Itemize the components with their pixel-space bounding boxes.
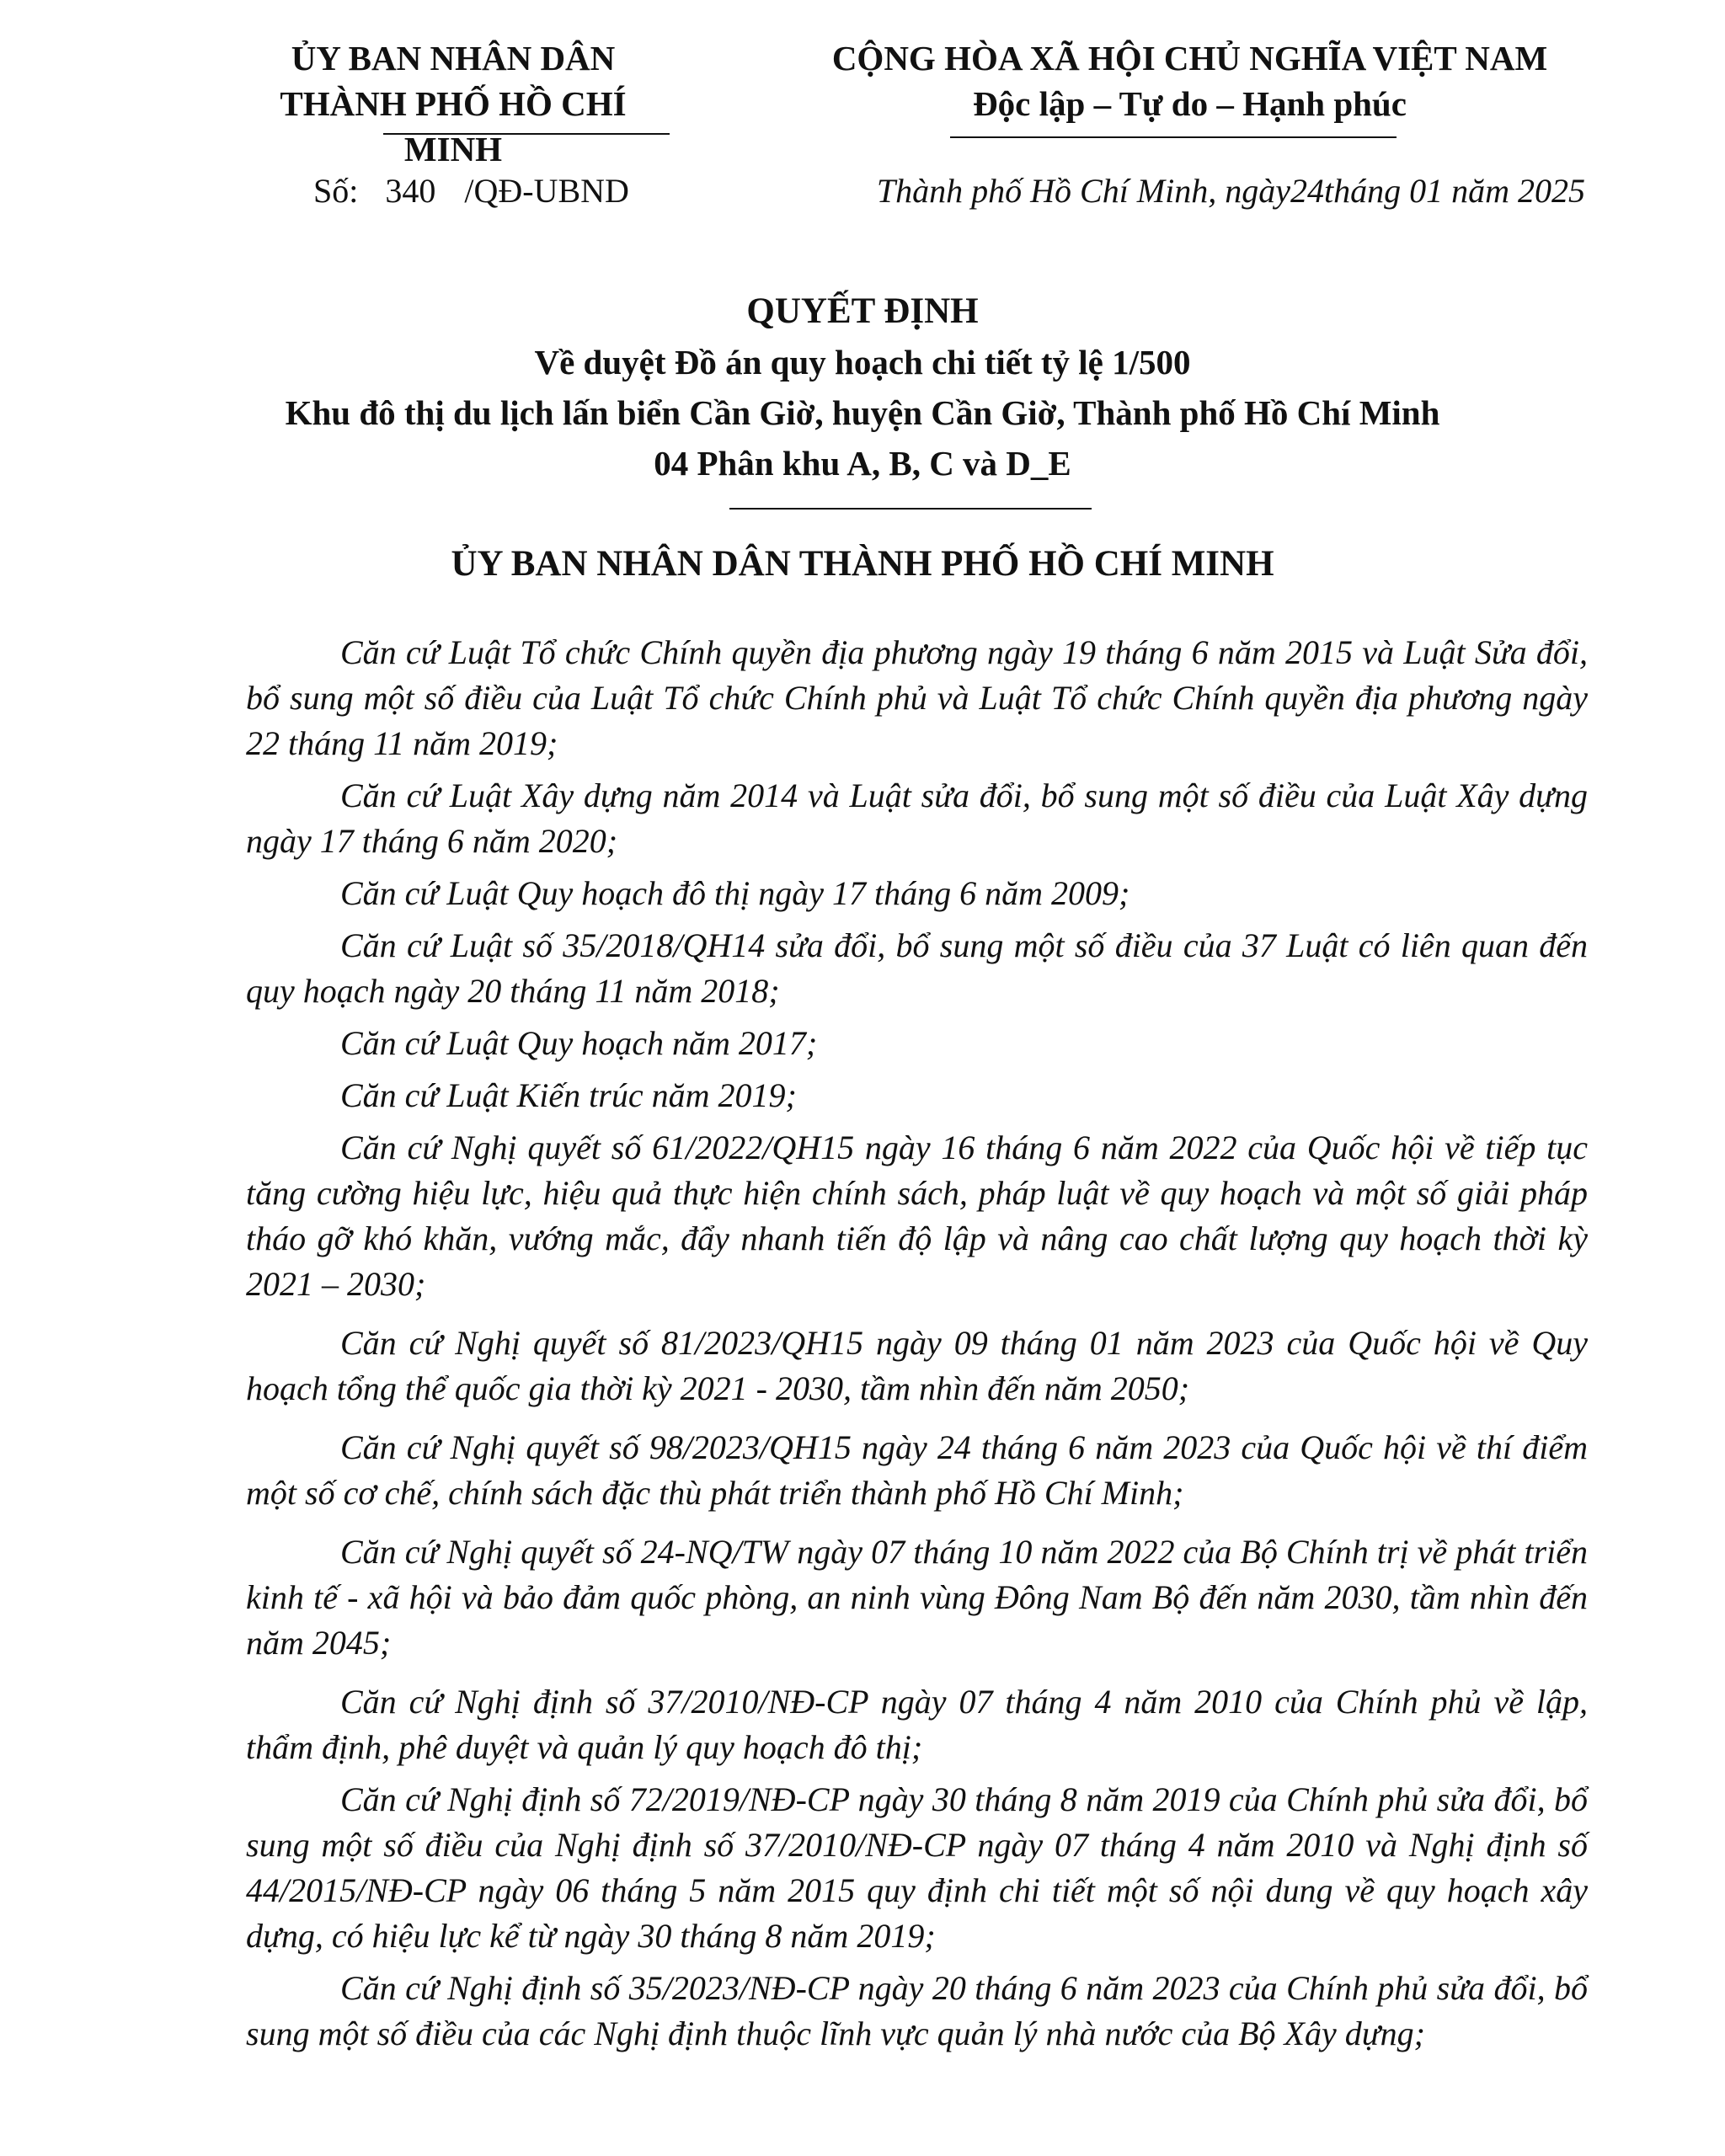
decision-heading: QUYẾT ĐỊNH xyxy=(746,291,979,331)
legal-basis-list xyxy=(246,630,1588,2063)
document-number-prefix: Số: xyxy=(313,172,359,210)
issue-date: Thành phố Hồ Chí Minh, ngày24tháng 01 năm 2025 xyxy=(876,172,1585,210)
legal-basis-item: Căn cứ Nghị quyết số 81/2023/QH15 ngày 09 tháng 01 năm 2023 của Quốc hội về Quy hoạch tổng thể quốc gia thời kỳ 2021 - 2030, tầm nhìn đến năm 2050; xyxy=(246,1324,1588,1407)
document-number-value: 340 xyxy=(385,172,436,210)
legal-basis-item: Căn cứ Luật Xây dựng năm 2014 và Luật sửa đổi, bổ sung một số điều của Luật Xây dựng ngày 17 tháng 6 năm 2020; xyxy=(246,776,1588,860)
legal-basis-item: Căn cứ Luật số 35/2018/QH14 sửa đổi, bổ sung một số điều của 37 Luật có liên quan đến quy hoạch ngày 20 tháng 11 năm 2018; xyxy=(246,926,1588,1010)
decision-title xyxy=(0,286,1725,488)
legal-basis-item: Căn cứ Luật Quy hoạch năm 2017; xyxy=(340,1024,818,1062)
issuing-authority-heading: ỦY BAN NHÂN DÂN THÀNH PHỐ HỒ CHÍ MINH xyxy=(451,544,1274,584)
legal-basis-item: Căn cứ Nghị định số 72/2019/NĐ-CP ngày 30 tháng 8 năm 2019 của Chính phủ sửa đổi, bổ sung một số điều của Nghị định số 37/2010/NĐ-CP ngày 07 tháng 4 năm 2010 và Nghị định số 44/2015/NĐ-CP ngày 06 tháng 5 năm 2015 quy định chi tiết một số nội dung về quy hoạch xây dựng, có hiệu lực kể từ ngày 30 tháng 8 năm 2019; xyxy=(246,1780,1588,1955)
title-underline xyxy=(729,508,1092,510)
legal-basis-item: Căn cứ Nghị quyết số 98/2023/QH15 ngày 24 tháng 6 năm 2023 của Quốc hội về thí điểm một số cơ chế, chính sách đặc thù phát triển thành phố Hồ Chí Minh; xyxy=(246,1428,1588,1512)
country-name: CỘNG HÒA XÃ HỘI CHỦ NGHĨA VIỆT NAM xyxy=(831,39,1548,77)
issuer-line-2: THÀNH PHỐ HỒ CHÍ MINH xyxy=(280,84,627,168)
issuer-line-1: ỦY BAN NHÂN DÂN xyxy=(291,39,616,77)
legal-basis-item: Căn cứ Luật Tổ chức Chính quyền địa phương ngày 19 tháng 6 năm 2015 và Luật Sửa đổi, bổ sung một số điều của Luật Tổ chức Chính phủ và Luật Tổ chức Chính quyền địa phương ngày 22 tháng 11 năm 2019; xyxy=(246,633,1588,762)
issuer-block xyxy=(243,35,664,172)
national-motto-block xyxy=(792,35,1588,126)
decision-subject-line-2: Khu đô thị du lịch lấn biển Cần Giờ, huyện Cần Giờ, Thành phố Hồ Chí Minh xyxy=(285,393,1440,432)
legal-basis-item: Căn cứ Nghị định số 35/2023/NĐ-CP ngày 20 tháng 6 năm 2023 của Chính phủ sửa đổi, bổ sung một số điều của các Nghị định thuộc lĩnh vực quản lý nhà nước của Bộ Xây dựng; xyxy=(246,1969,1588,2052)
legal-basis-item: Căn cứ Nghị quyết số 61/2022/QH15 ngày 16 tháng 6 năm 2022 của Quốc hội về tiếp tục tăng cường hiệu lực, hiệu quả thực hiện chính sách, pháp luật về quy hoạch và một số giải pháp tháo gỡ khó khăn, vướng mắc, đẩy nhanh tiến độ lập và nâng cao chất lượng quy hoạch thời kỳ 2021 – 2030; xyxy=(246,1129,1588,1303)
legal-basis-item: Căn cứ Luật Quy hoạch đô thị ngày 17 tháng 6 năm 2009; xyxy=(340,874,1130,912)
legal-basis-item: Căn cứ Nghị định số 37/2010/NĐ-CP ngày 07 tháng 4 năm 2010 của Chính phủ về lập, thẩm định, phê duyệt và quản lý quy hoạch đô thị; xyxy=(246,1683,1588,1766)
motto: Độc lập – Tự do – Hạnh phúc xyxy=(973,84,1407,123)
issuer-underline xyxy=(383,133,670,135)
decision-subject-line-1: Về duyệt Đồ án quy hoạch chi tiết tỷ lệ 1/500 xyxy=(534,343,1191,382)
motto-underline xyxy=(950,136,1397,138)
decision-subject-line-3: 04 Phân khu A, B, C và D_E xyxy=(654,444,1071,483)
legal-basis-item: Căn cứ Nghị quyết số 24-NQ/TW ngày 07 tháng 10 năm 2022 của Bộ Chính trị về phát triển kinh tế - xã hội và bảo đảm quốc phòng, an ninh vùng Đông Nam Bộ đến năm 2030, tầm nhìn đến năm 2045; xyxy=(246,1533,1588,1662)
document-number xyxy=(313,168,629,214)
document-number-suffix: /QĐ-UBND xyxy=(464,172,629,210)
legal-basis-item: Căn cứ Luật Kiến trúc năm 2019; xyxy=(340,1076,797,1114)
